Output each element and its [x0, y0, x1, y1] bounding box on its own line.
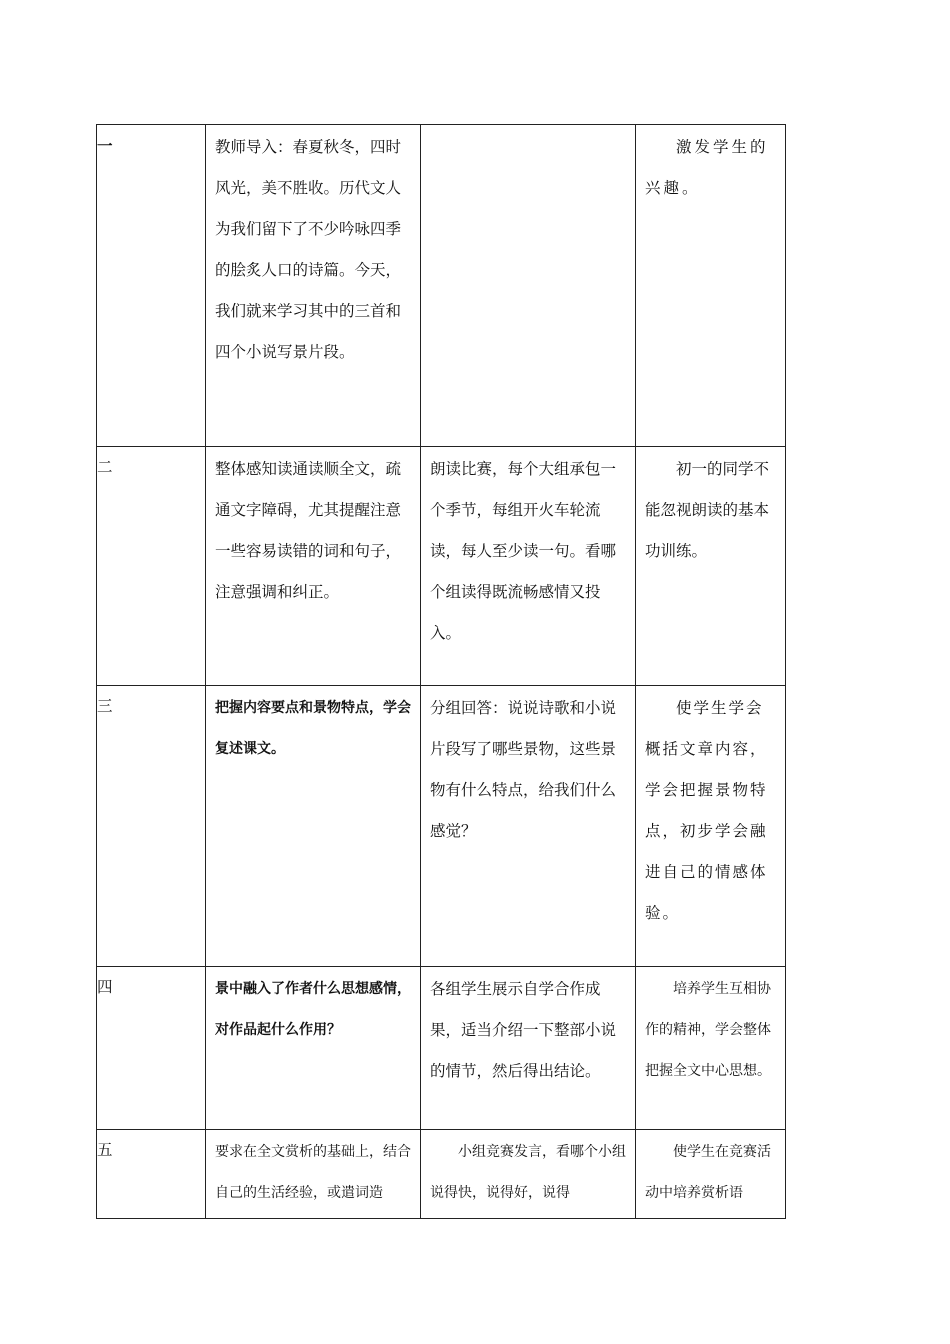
activity-text: 教师导入：春夏秋冬，四时风光，美不胜收。历代文人为我们留下了不少吟咏四季的脍炙人口的诗篇。今天，我们就来学习其中的三首和四个小说写景片段。: [215, 138, 402, 361]
students-text: [421, 125, 635, 127]
step-label: 四: [97, 978, 113, 996]
students-cell: [421, 1130, 636, 1219]
students-text: 分组回答：说说诗歌和小说片段写了哪些景物，这些景物有什么特点，给我们什么感觉？: [430, 699, 617, 840]
activity-cell: [206, 125, 421, 447]
students-text: 朗读比赛，每个大组承包一个季节，每组开火车轮流读，每人至少读一句。看哪个组读得既流畅感情又投入。: [430, 460, 617, 642]
step-cell: [97, 686, 206, 967]
students-text: 小组竞赛发言，看哪个小组说得快，说得好，说得: [430, 1144, 626, 1201]
students-text: 各组学生展示自学合作成果，适当介绍一下整部小说的情节，然后得出结论。: [430, 980, 617, 1080]
activity-cell: [206, 686, 421, 967]
step-label: 三: [97, 697, 113, 715]
activity-cell: [206, 967, 421, 1130]
intent-cell: [636, 967, 786, 1130]
step-label: 二: [97, 458, 113, 476]
step-label: 一: [97, 136, 113, 155]
table-row: [97, 967, 786, 1130]
students-cell: [421, 125, 636, 447]
table-row: [97, 686, 786, 967]
table-row: [97, 125, 786, 447]
activity-text: 把握内容要点和景物特点，学会复述课文。: [215, 700, 411, 757]
intent-text: 激发学生的兴趣。: [645, 138, 769, 197]
intent-text: 初一的同学不能忽视朗读的基本功训练。: [645, 460, 770, 560]
step-cell: [97, 1130, 206, 1219]
activity-text: 要求在全文赏析的基础上，结合自己的生活经验，或遣词造: [215, 1144, 411, 1201]
step-cell: [97, 125, 206, 447]
step-cell: [97, 447, 206, 686]
step-cell: [97, 967, 206, 1130]
intent-cell: [636, 1130, 786, 1219]
table-row: [97, 447, 786, 686]
students-cell: [421, 447, 636, 686]
intent-text: 使学生学会概括文章内容，学会把握景物特点，初步学会融进自己的情感体验。: [645, 699, 768, 922]
intent-cell: [636, 125, 786, 447]
activity-text: 整体感知读通读顺全文，疏通文字障碍，尤其提醒注意一些容易读错的词和句子，注意强调和纠正。: [215, 460, 402, 601]
intent-text: 培养学生互相协作的精神，学会整体把握全文中心思想。: [645, 981, 771, 1079]
activity-text: 景中融入了作者什么思想感情，对作品起什么作用？: [215, 981, 411, 1038]
step-label: 五: [97, 1141, 113, 1159]
activity-cell: [206, 1130, 421, 1219]
intent-cell: [636, 686, 786, 967]
intent-cell: [636, 447, 786, 686]
activity-cell: [206, 447, 421, 686]
students-cell: [421, 686, 636, 967]
lesson-plan-table: [96, 124, 786, 1219]
intent-text: 使学生在竞赛活动中培养赏析语: [645, 1144, 771, 1201]
table-row: [97, 1130, 786, 1219]
students-cell: [421, 967, 636, 1130]
